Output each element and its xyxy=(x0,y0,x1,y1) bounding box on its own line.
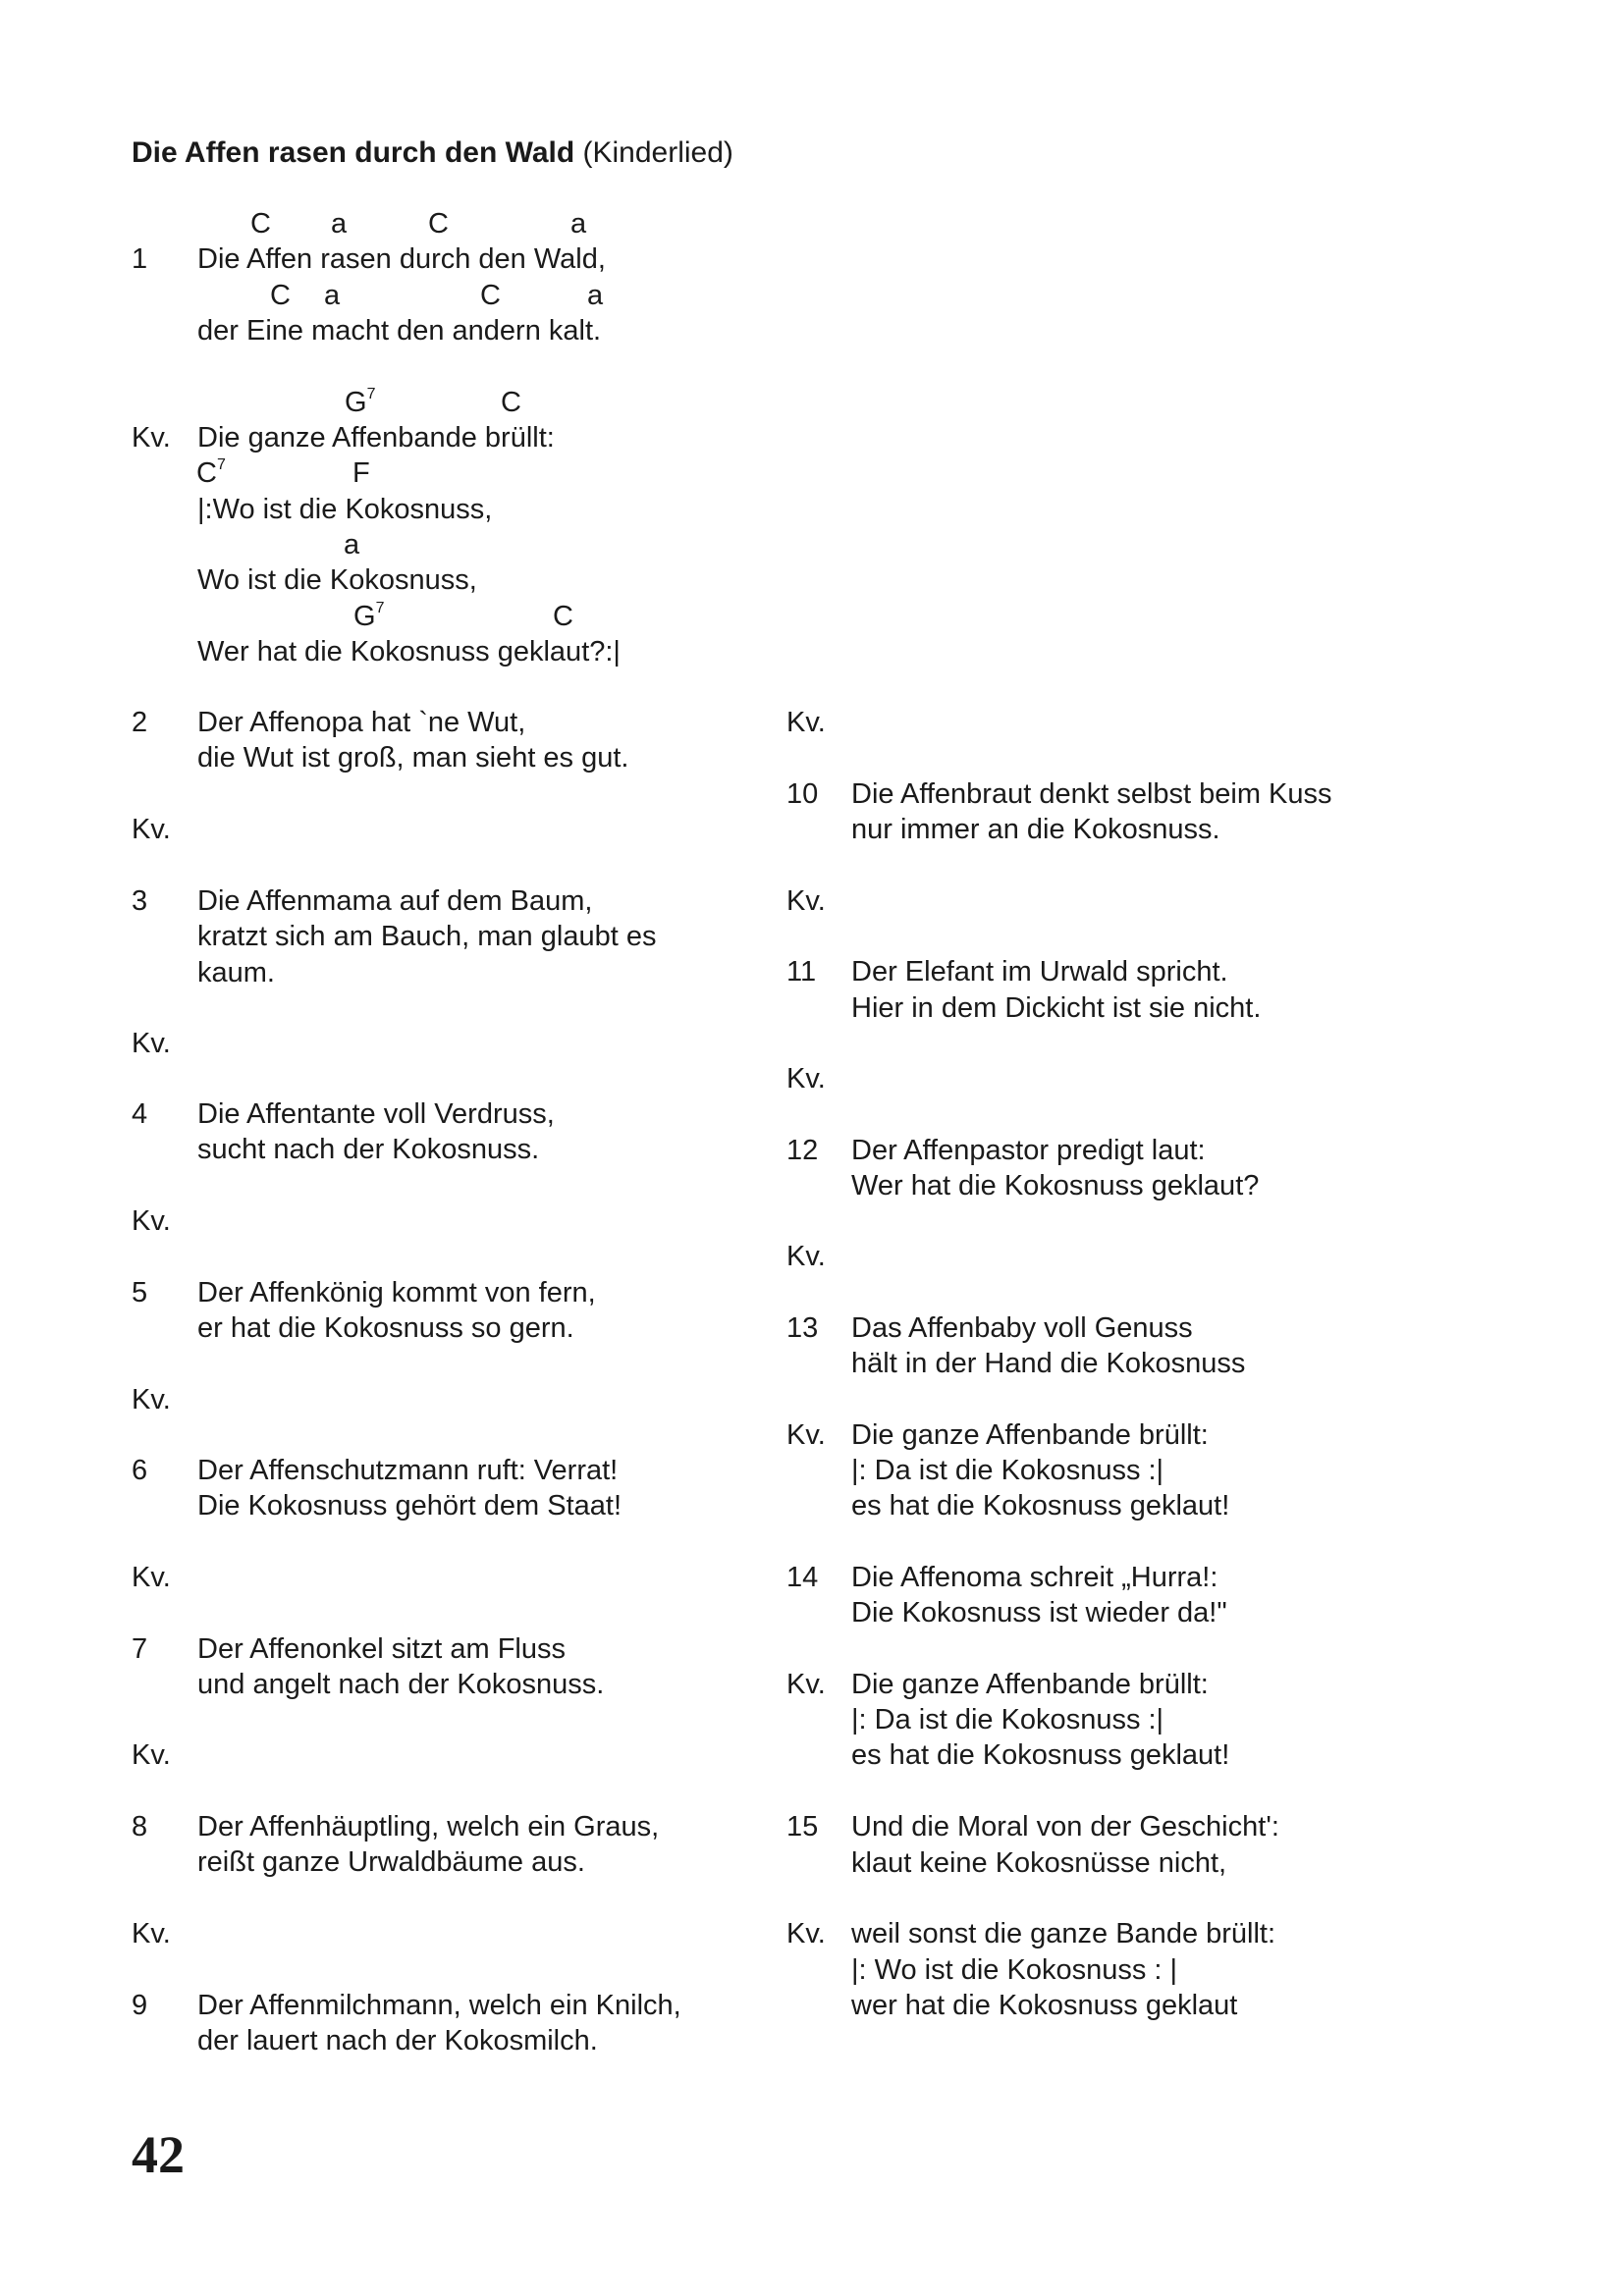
lyric-line: Die Kokosnuss gehört dem Staat! xyxy=(197,1490,622,1522)
chord: C xyxy=(553,601,573,632)
verse-number: 4 xyxy=(132,1098,148,1130)
lyric-line: |: Wo ist die Kokosnuss : | xyxy=(851,1954,1178,1986)
lyric-line: Der Affenopa hat `ne Wut, xyxy=(197,707,526,738)
verse-number: 15 xyxy=(786,1811,819,1842)
kv-label: Kv. xyxy=(786,1241,826,1272)
lyric-line: und angelt nach der Kokosnuss. xyxy=(197,1669,605,1700)
kv-label: Kv. xyxy=(786,1669,826,1700)
lyric-line: wer hat die Kokosnuss geklaut xyxy=(851,1990,1238,2021)
lyric-line: Die ganze Affenbande brüllt: xyxy=(851,1669,1209,1700)
chord: $G^7$ xyxy=(345,386,376,418)
lyric-line: Der Affenschutzmann ruft: Verrat! xyxy=(197,1455,619,1486)
chord: a xyxy=(344,529,360,561)
kv-label: Kv. xyxy=(786,1918,826,1949)
verse-number: 11 xyxy=(786,956,817,988)
lyric-line: es hat die Kokosnuss geklaut! xyxy=(851,1739,1230,1771)
kv-label: Kv. xyxy=(132,1028,171,1059)
chord: C xyxy=(428,208,449,240)
kv-label: Kv. xyxy=(132,1739,171,1771)
lyric-line: Die ganze Affenbande brüllt: xyxy=(197,422,555,454)
lyric-line: Der Affenhäuptling, welch ein Graus, xyxy=(197,1811,660,1842)
chord: C xyxy=(250,208,271,240)
lyric-line: kaum. xyxy=(197,957,275,988)
verse-number: 5 xyxy=(132,1277,148,1308)
chord: a xyxy=(324,280,341,311)
lyric-line: sucht nach der Kokosnuss. xyxy=(197,1134,540,1165)
chord: a xyxy=(570,208,587,240)
lyric-line: Der Affenpastor predigt laut: xyxy=(851,1135,1206,1166)
lyric-line: Die ganze Affenbande brüllt: xyxy=(851,1419,1209,1451)
lyric-line: Die Kokosnuss ist wieder da!" xyxy=(851,1597,1227,1629)
lyric-line: Der Affenkönig kommt von fern, xyxy=(197,1277,596,1308)
kv-label: Kv. xyxy=(786,1063,826,1095)
chord: $C^7$ xyxy=(196,456,226,489)
lyric-line: Wer hat die Kokosnuss geklaut? xyxy=(851,1170,1260,1201)
lyric-line: |: Da ist die Kokosnuss :| xyxy=(851,1455,1164,1486)
verse-number: 6 xyxy=(132,1455,148,1486)
lyric-line: Hier in dem Dickicht ist sie nicht. xyxy=(851,992,1262,1024)
chord: a xyxy=(587,280,604,311)
chord: $G^7$ xyxy=(353,600,385,632)
verse-number: 1 xyxy=(132,243,148,275)
lyric-line: weil sonst die ganze Bande brüllt: xyxy=(851,1918,1276,1949)
lyric-line: Das Affenbaby voll Genuss xyxy=(851,1312,1193,1344)
lyric-line: Der Affenmilchmann, welch ein Knilch, xyxy=(197,1990,681,2021)
lyric-line: Wer hat die Kokosnuss geklaut?:| xyxy=(197,636,621,667)
verse-number: 3 xyxy=(132,885,148,917)
lyric-line: reißt ganze Urwaldbäume aus. xyxy=(197,1846,585,1878)
song-title xyxy=(132,136,733,170)
verse-number: 10 xyxy=(786,778,819,810)
chord: C xyxy=(501,387,521,418)
lyric-line: der lauert nach der Kokosmilch. xyxy=(197,2025,598,2056)
lyric-line: Die Affen rasen durch den Wald, xyxy=(197,243,606,275)
lyric-line: Die Affenoma schreit „Hurra!: xyxy=(851,1562,1218,1593)
verse-number: 13 xyxy=(786,1312,819,1344)
lyric-line: |: Da ist die Kokosnuss :| xyxy=(851,1704,1164,1735)
lyric-line: der Eine macht den andern kalt. xyxy=(197,315,602,347)
verse-number: 14 xyxy=(786,1562,819,1593)
chord: C xyxy=(270,280,291,311)
verse-number: 2 xyxy=(132,707,148,738)
kv-label: Kv. xyxy=(132,1918,171,1949)
lyric-line: die Wut ist groß, man sieht es gut. xyxy=(197,742,629,774)
song-title-main: Die Affen rasen durch den Wald xyxy=(132,136,575,169)
kv-label: Kv. xyxy=(132,1562,171,1593)
verse-number: 7 xyxy=(132,1633,148,1665)
lyric-line: Der Affenonkel sitzt am Fluss xyxy=(197,1633,567,1665)
lyric-line: hält in der Hand die Kokosnuss xyxy=(851,1348,1246,1379)
verse-number: 8 xyxy=(132,1811,148,1842)
lyric-line: Der Elefant im Urwald spricht. xyxy=(851,956,1228,988)
chord: a xyxy=(331,208,348,240)
lyric-line: es hat die Kokosnuss geklaut! xyxy=(851,1490,1230,1522)
refrain-label: Kv. xyxy=(132,422,171,454)
lyric-line: Die Affenbraut denkt selbst beim Kuss xyxy=(851,778,1332,810)
lyric-line: er hat die Kokosnuss so gern. xyxy=(197,1312,574,1344)
lyric-line: Wo ist die Kokosnuss, xyxy=(197,564,477,596)
lyric-line: Die Affentante voll Verdruss, xyxy=(197,1098,555,1130)
lyric-line: nur immer an die Kokosnuss. xyxy=(851,814,1220,845)
verse-number: 12 xyxy=(786,1135,819,1166)
kv-label: Kv. xyxy=(786,885,826,917)
kv-label: Kv. xyxy=(132,1384,171,1415)
lyric-line: kratzt sich am Bauch, man glaubt es xyxy=(197,921,657,952)
kv-label: Kv. xyxy=(786,707,826,738)
lyric-line: klaut keine Kokosnüsse nicht, xyxy=(851,1847,1227,1879)
lyric-line: Und die Moral von der Geschicht': xyxy=(851,1811,1279,1842)
lyric-line: |:Wo ist die Kokosnuss, xyxy=(197,494,493,525)
lyric-line: Die Affenmama auf dem Baum, xyxy=(197,885,593,917)
kv-label: Kv. xyxy=(786,1419,826,1451)
kv-label: Kv. xyxy=(132,814,171,845)
kv-label: Kv. xyxy=(132,1205,171,1237)
chord: C xyxy=(480,280,501,311)
verse-number: 9 xyxy=(132,1990,148,2021)
song-title-sub: (Kinderlied) xyxy=(582,136,733,169)
chord: F xyxy=(352,457,370,489)
page-number: 42 xyxy=(132,2125,185,2184)
